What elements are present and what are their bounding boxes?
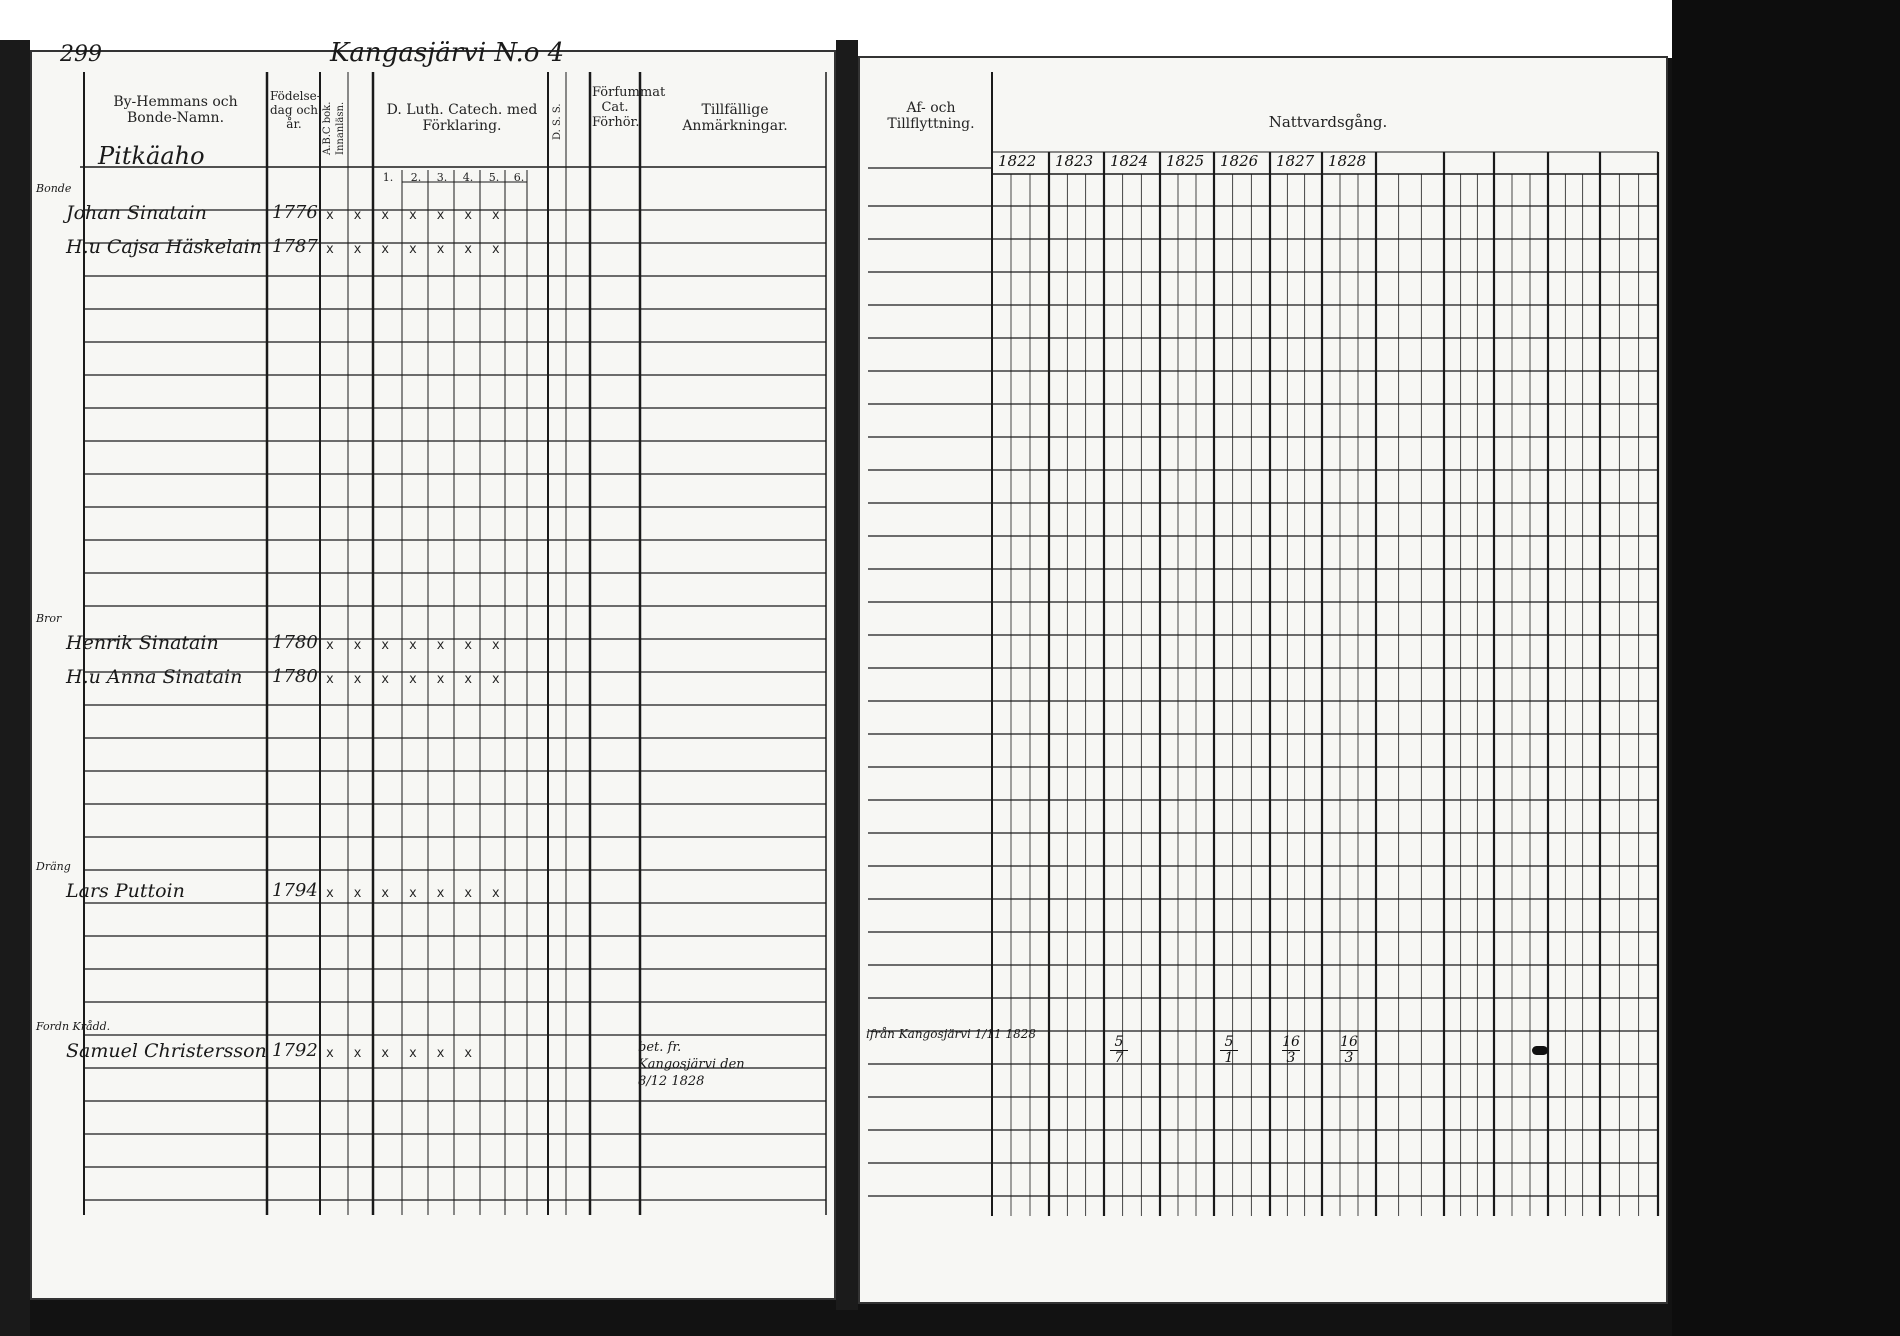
reading-sub-header: Innanläsn.: [335, 101, 346, 155]
bibl-column-header: D. S. S.: [552, 103, 563, 141]
left-page: [30, 38, 836, 1300]
book-gutter: [836, 40, 858, 1310]
communion-date: 16 3: [1282, 1034, 1300, 1067]
entry-birth-year: 1780: [272, 666, 318, 687]
entry-birth-year: 1776: [272, 202, 318, 223]
entry-birth-year: 1780: [272, 632, 318, 653]
exam-column-header: Förfummat Cat. Förhör.: [592, 85, 666, 130]
communion-year-label: 1822: [998, 152, 1037, 170]
entry-exam-marks: x x x x x x x: [326, 242, 506, 257]
page-heading: Kangasjärvi N.o 4: [330, 38, 565, 68]
communion-date: 5 1: [1220, 1036, 1238, 1066]
entry-name: Henrik Sinatain: [66, 632, 219, 654]
names-column-header: By-Hemmans och Bonde-Namn.: [113, 94, 238, 127]
ink-blot: [1532, 1046, 1548, 1055]
communion-date: 5 7: [1110, 1036, 1128, 1066]
entry-role: Bror: [36, 612, 62, 625]
entry-name: H.u Anna Sinatain: [66, 666, 243, 688]
page-number: 299: [60, 42, 102, 67]
entry-birth-year: 1792: [272, 1040, 318, 1061]
entry-birth-year: 1787: [272, 236, 318, 257]
right-page-grid: [858, 56, 1668, 1304]
communion-year-label: 1828: [1328, 152, 1367, 170]
communion-year-label: 1824: [1110, 152, 1149, 170]
catechism-subcolumn-label: 3.: [436, 171, 448, 184]
communion-year-label: 1827: [1276, 152, 1315, 170]
entry-exam-marks: x x x x x x x: [326, 208, 506, 223]
entry-name: Samuel Christersson: [66, 1040, 267, 1062]
catechism-subcolumn-label: 6.: [513, 171, 525, 184]
entry-exam-marks: x x x x x x: [326, 1046, 479, 1061]
move-note: ifrån Kangosjärvi 1/11 1828: [866, 1027, 1036, 1041]
entry-role: Bonde: [36, 182, 72, 195]
farm-name: Pitkäaho: [98, 142, 205, 170]
entry-exam-marks: x x x x x x x: [326, 638, 506, 653]
notes-column-header: Tillfällige Anmärkningar.: [682, 102, 788, 135]
communion-year-label: 1825: [1166, 152, 1205, 170]
catechism-subcolumn-label: 1.: [382, 171, 394, 184]
entry-note: bet. fr. Kangosjärvi den 8/12 1828: [638, 1040, 745, 1089]
right-page: [858, 56, 1668, 1304]
entry-exam-marks: x x x x x x x: [326, 672, 506, 687]
entry-name: H.u Cajsa Häskelain: [66, 236, 262, 258]
communion-year-label: 1826: [1220, 152, 1259, 170]
entry-birth-year: 1794: [272, 880, 318, 901]
catechism-subcolumn-label: 2.: [410, 171, 422, 184]
scan-left-edge: [0, 40, 30, 1336]
entry-exam-marks: x x x x x x x: [326, 886, 506, 901]
communion-date: 16 3: [1340, 1034, 1358, 1067]
entry-role: Fordn Krådd.: [36, 1020, 111, 1033]
moves-column-header: Af- och Tillflyttning.: [887, 100, 975, 133]
entry-name: Johan Sinatain: [66, 202, 207, 224]
catechism-column-header: D. Luth. Catech. med Förklaring.: [386, 102, 538, 135]
entry-name: Lars Puttoin: [66, 880, 185, 902]
communion-header: Nattvardsgång.: [1268, 113, 1388, 131]
birth-column-header: Födelse-dag och år.: [270, 89, 321, 131]
reading-column-header: A.B.C bok.: [322, 101, 333, 155]
catechism-subcolumn-label: 4.: [462, 171, 474, 184]
entry-role: Dräng: [36, 860, 71, 873]
catechism-subcolumn-label: 5.: [488, 171, 500, 184]
scan-right-edge: [1672, 0, 1900, 1336]
communion-year-label: 1823: [1055, 152, 1094, 170]
